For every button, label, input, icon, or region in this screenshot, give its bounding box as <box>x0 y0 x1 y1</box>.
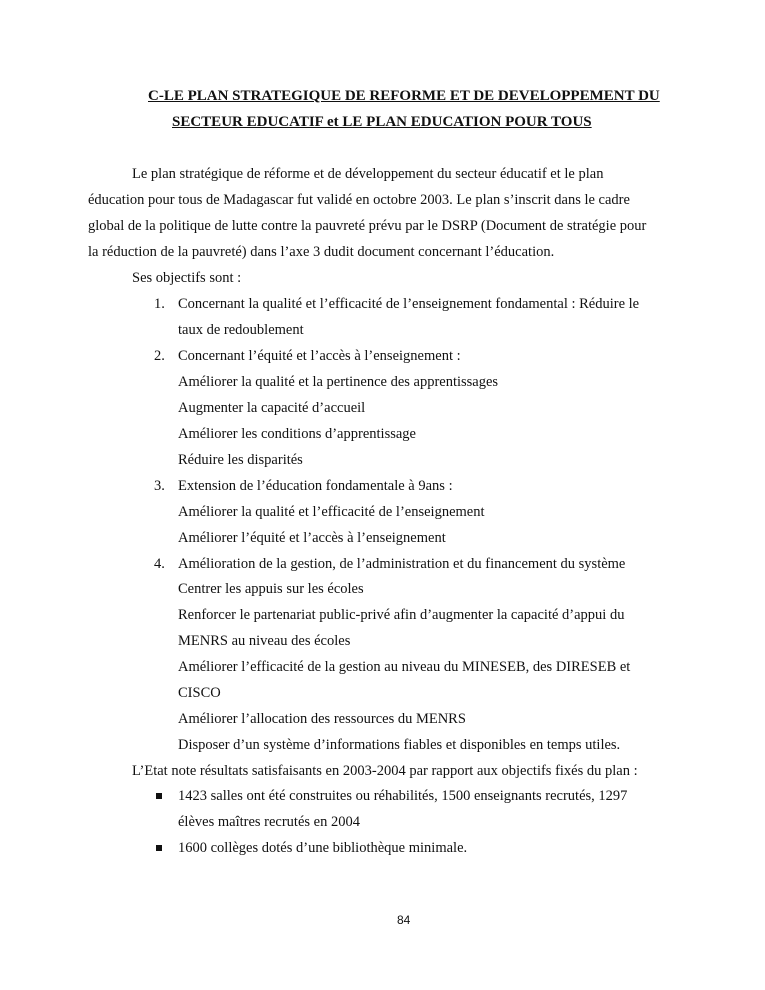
objective-4-line-1: Amélioration de la gestion, de l’administration et du financement du système <box>178 556 626 572</box>
objective-4-line-7: Améliorer l’allocation des ressources du MENRS <box>178 711 466 727</box>
section-title-line-2: SECTEUR EDUCATIF et LE PLAN EDUCATION POUR TOUS <box>172 114 592 130</box>
objective-3-line-3: Améliorer l’équité et l’accès à l’enseignement <box>178 530 446 546</box>
section-title-line-1: C-LE PLAN STRATEGIQUE DE REFORME ET DE DEVELOPPEMENT DU <box>148 88 660 104</box>
intro-line-1: Le plan stratégique de réforme et de développement du secteur éducatif et le plan <box>132 166 604 182</box>
objective-4-line-3: Renforcer le partenariat public-privé afin d’augmenter la capacité d’appui du <box>178 607 625 623</box>
result-1-line-1: 1423 salles ont été construites ou réhabilités, 1500 enseignants recrutés, 1297 <box>178 788 628 804</box>
square-bullet-icon <box>156 845 162 851</box>
objective-3-line-1: Extension de l’éducation fondamentale à 9ans : <box>178 478 453 494</box>
intro-line-3: global de la politique de lutte contre la pauvreté prévu par le DSRP (Document de stratégie pour <box>88 218 647 234</box>
objective-4-line-8: Disposer d’un système d’informations fiables et disponibles en temps utiles. <box>178 737 621 753</box>
intro-line-4: la réduction de la pauvreté) dans l’axe 3 dudit document concernant l’éducation. <box>88 244 555 260</box>
objective-2-line-1: Concernant l’équité et l’accès à l’enseignement : <box>178 348 461 364</box>
intro-line-2: éducation pour tous de Madagascar fut validé en octobre 2003. Le plan s’inscrit dans le cadre <box>88 192 630 208</box>
objective-4-line-5: Améliorer l’efficacité de la gestion au niveau du MINESEB, des DIRESEB et <box>178 659 631 675</box>
objective-4-line-6: CISCO <box>178 685 221 701</box>
objective-1-number: 1. <box>154 296 165 312</box>
objective-3-line-2: Améliorer la qualité et l’efficacité de l’enseignement <box>178 504 485 520</box>
objective-2-number: 2. <box>154 348 165 364</box>
objective-2-line-5: Réduire les disparités <box>178 452 303 468</box>
objective-4-line-2: Centrer les appuis sur les écoles <box>178 581 364 597</box>
objective-4-line-4: MENRS au niveau des écoles <box>178 633 351 649</box>
objectives-intro: Ses objectifs sont : <box>132 270 242 286</box>
result-2-line-1: 1600 collèges dotés d’une bibliothèque minimale. <box>178 840 468 856</box>
objective-4-number: 4. <box>154 556 165 572</box>
square-bullet-icon <box>156 793 162 799</box>
objective-3-number: 3. <box>154 478 165 494</box>
page-number: 84 <box>397 913 411 927</box>
objective-1-line-2: taux de redoublement <box>178 322 304 338</box>
objective-2-line-4: Améliorer les conditions d’apprentissage <box>178 426 416 442</box>
objective-2-line-2: Améliorer la qualité et la pertinence des apprentissages <box>178 374 499 390</box>
objective-2-line-3: Augmenter la capacité d’accueil <box>178 400 366 416</box>
objective-1-line-1: Concernant la qualité et l’efficacité de l’enseignement fondamental : Réduire le <box>178 296 640 312</box>
results-intro: L’Etat note résultats satisfaisants en 2003-2004 par rapport aux objectifs fixés du plan : <box>132 763 638 779</box>
result-1-line-2: élèves maîtres recrutés en 2004 <box>178 814 360 830</box>
